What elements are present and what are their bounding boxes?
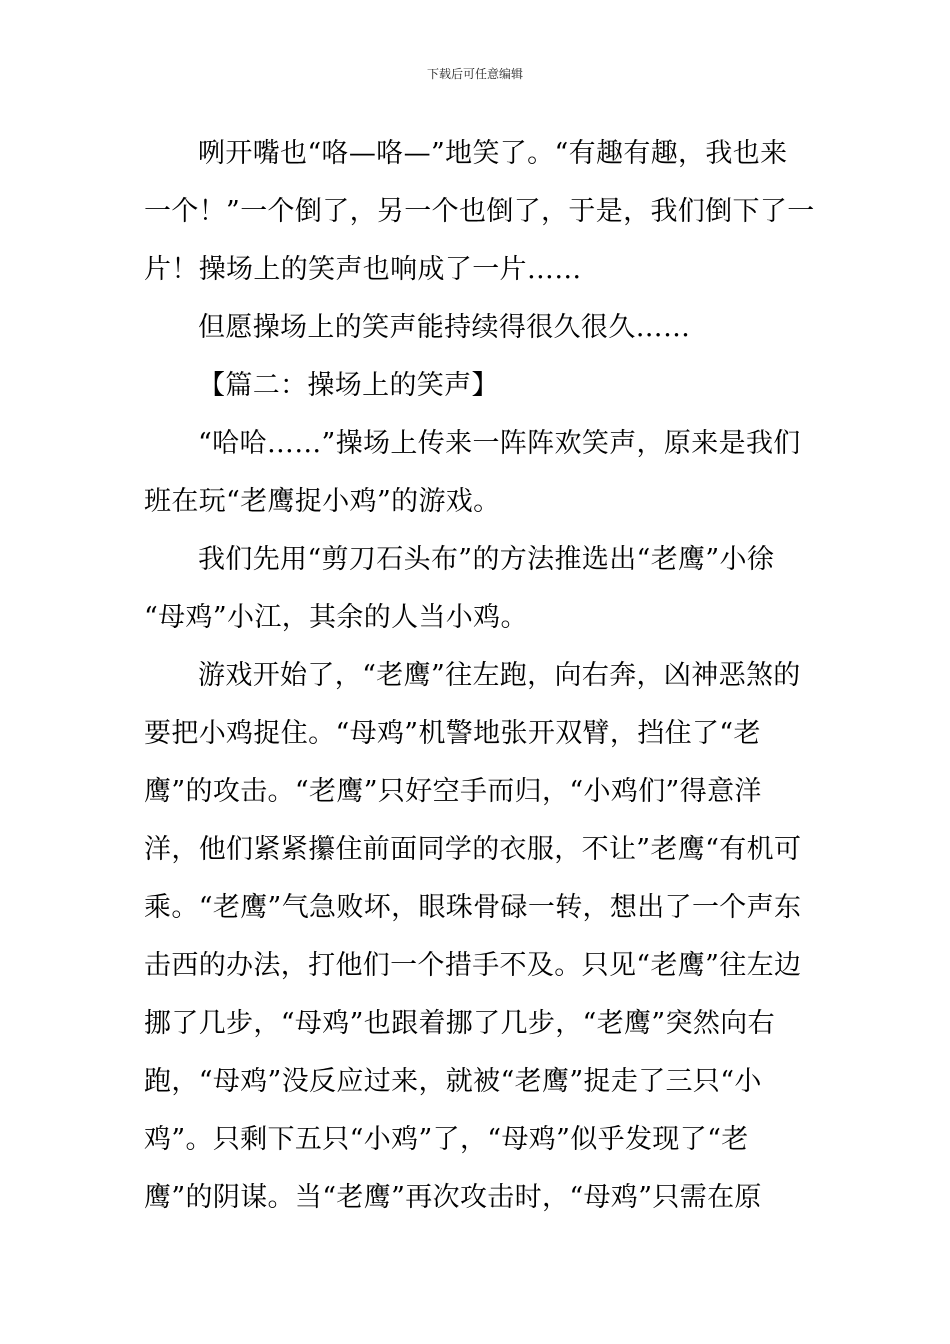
text-line: 要把小鸡捉住。“母鸡”机警地张开双臂，挡住了“老 xyxy=(144,718,761,749)
text-line: “母鸡”小江，其余的人当小鸡。 xyxy=(144,602,528,633)
text-line: 我们先用“剪刀石头布”的方法推选出“老鹰”小徐 xyxy=(198,544,775,575)
text-line: 鸡”。只剩下五只“小鸡”了，“母鸡”似乎发现了“老 xyxy=(144,1124,749,1155)
text-line: 击西的办法，打他们一个措手不及。只见“老鹰”往左边 xyxy=(144,950,802,981)
text-line: 鹰”的阴谋。当“老鹰”再次攻击时，“母鸡”只需在原 xyxy=(144,1182,762,1213)
document-body xyxy=(144,125,815,1227)
text-line: 鹰”的攻击。“老鹰”只好空手而归，“小鸡们”得意洋 xyxy=(144,776,762,807)
text-line: 片！操场上的笑声也响成了一片…… xyxy=(144,254,582,285)
text-line: 但愿操场上的笑声能持续得很久很久…… xyxy=(198,312,691,343)
page-header: 下载后可任意编辑 xyxy=(426,67,523,81)
text-line: 班在玩“老鹰捉小鸡”的游戏。 xyxy=(144,486,501,517)
text-line: 游戏开始了，“老鹰”往左跑，向右奔，凶神恶煞的 xyxy=(198,660,801,691)
text-line: 跑，“母鸡”没反应过来，就被“老鹰”捉走了三只“小 xyxy=(144,1066,762,1097)
text-line: 挪了几步，“母鸡”也跟着挪了几步，“老鹰”突然向右 xyxy=(144,1008,775,1039)
text-line: 乘。“老鹰”气急败坏，眼珠骨碌一转，想出了一个声东 xyxy=(144,892,802,923)
text-line: 一个！”一个倒了，另一个也倒了，于是，我们倒下了一 xyxy=(144,196,815,227)
section-heading: 【篇二：操场上的笑声】 xyxy=(198,370,499,401)
text-line: 洋，他们紧紧攥住前面同学的衣服，不让”老鹰“有机可 xyxy=(144,834,802,865)
text-line: “哈哈……”操场上传来一阵阵欢笑声，原来是我们 xyxy=(198,428,801,459)
text-line: 咧开嘴也“咯—咯—”地笑了。“有趣有趣，我也来 xyxy=(198,138,788,169)
